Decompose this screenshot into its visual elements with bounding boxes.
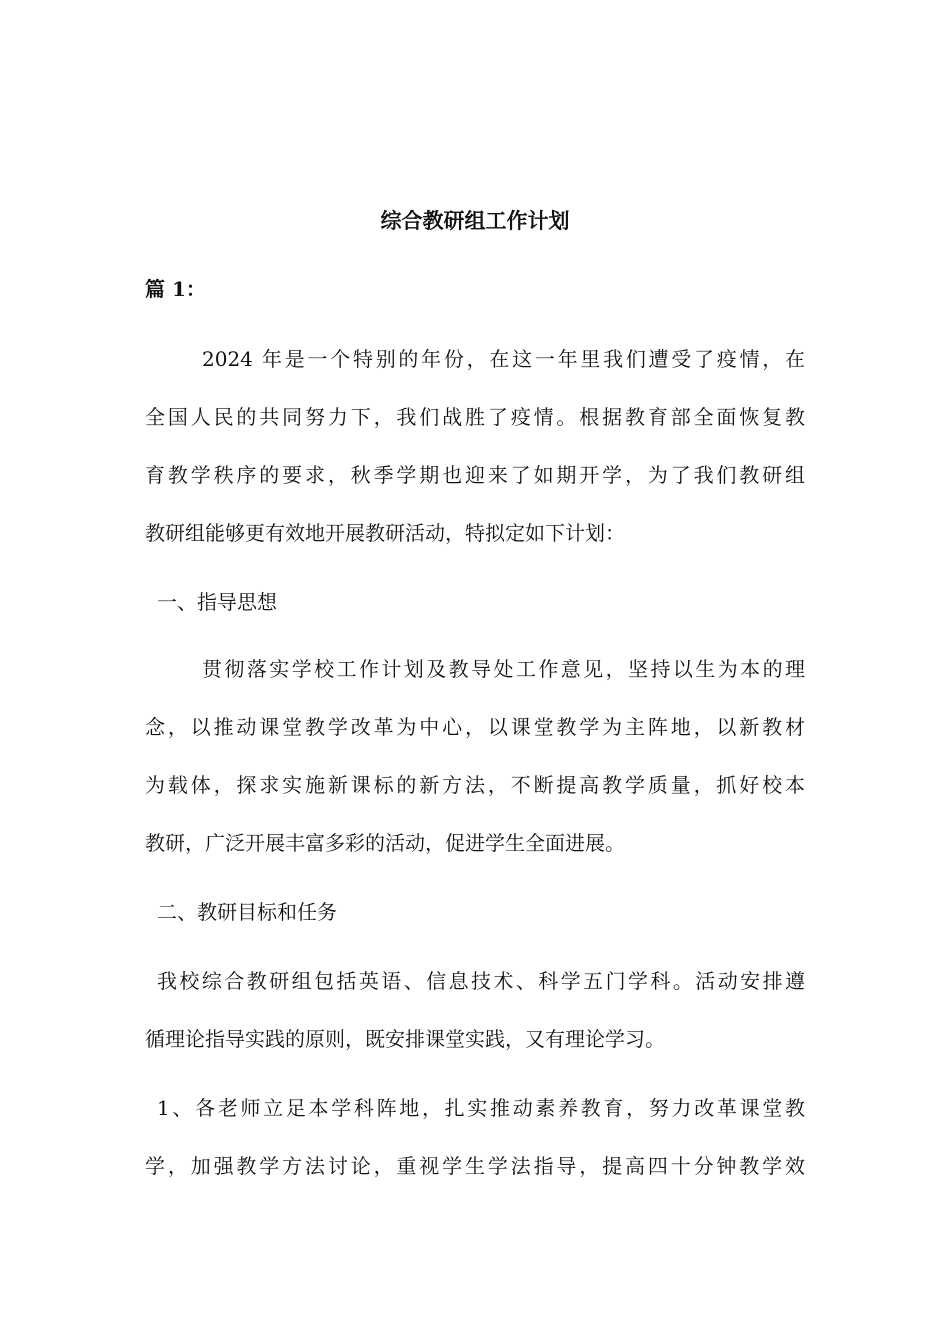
para1-line-3: 为载体，探求实施新课标的新方法，不断提高教学质量，抓好校本 bbox=[145, 773, 805, 797]
heading-goals-tasks: 二、教研目标和任务 bbox=[157, 900, 337, 924]
intro-line-3: 育教学秩序的要求，秋季学期也迎来了如期开学，为了我们教研组 bbox=[145, 463, 805, 487]
para1-line-4: 教研，广泛开展丰富多彩的活动，促进学生全面进展。 bbox=[145, 831, 625, 855]
para2-line-1: 我校综合教研组包括英语、信息技术、科学五门学科。活动安排遵 bbox=[157, 969, 805, 993]
document-title: 综合教研组工作计划 bbox=[380, 208, 570, 233]
intro-line-2: 全国人民的共同努力下，我们战胜了疫情。根据教育部全面恢复教 bbox=[145, 405, 805, 429]
para2-line-2: 循理论指导实践的原则，既安排课堂实践，又有理论学习。 bbox=[145, 1027, 665, 1051]
para1-line-1: 贯彻落实学校工作计划及教导处工作意见，坚持以生为本的理 bbox=[202, 657, 805, 681]
para1-line-2: 念，以推动课堂教学改革为中心，以课堂教学为主阵地，以新教材 bbox=[145, 715, 805, 739]
item1-line-1: 1、各老师立足本学科阵地，扎实推动素养教育，努力改革课堂教 bbox=[157, 1096, 805, 1120]
intro-line-4: 教研组能够更有效地开展教研活动，特拟定如下计划： bbox=[145, 521, 625, 545]
heading-guiding-thought: 一、指导思想 bbox=[157, 590, 277, 614]
intro-line-1: 2024 年是一个特别的年份，在这一年里我们遭受了疫情，在 bbox=[202, 347, 805, 371]
item1-line-2: 学，加强教学方法讨论，重视学生学法指导，提高四十分钟教学效 bbox=[145, 1154, 805, 1178]
section-label: 篇 1： bbox=[145, 277, 206, 301]
